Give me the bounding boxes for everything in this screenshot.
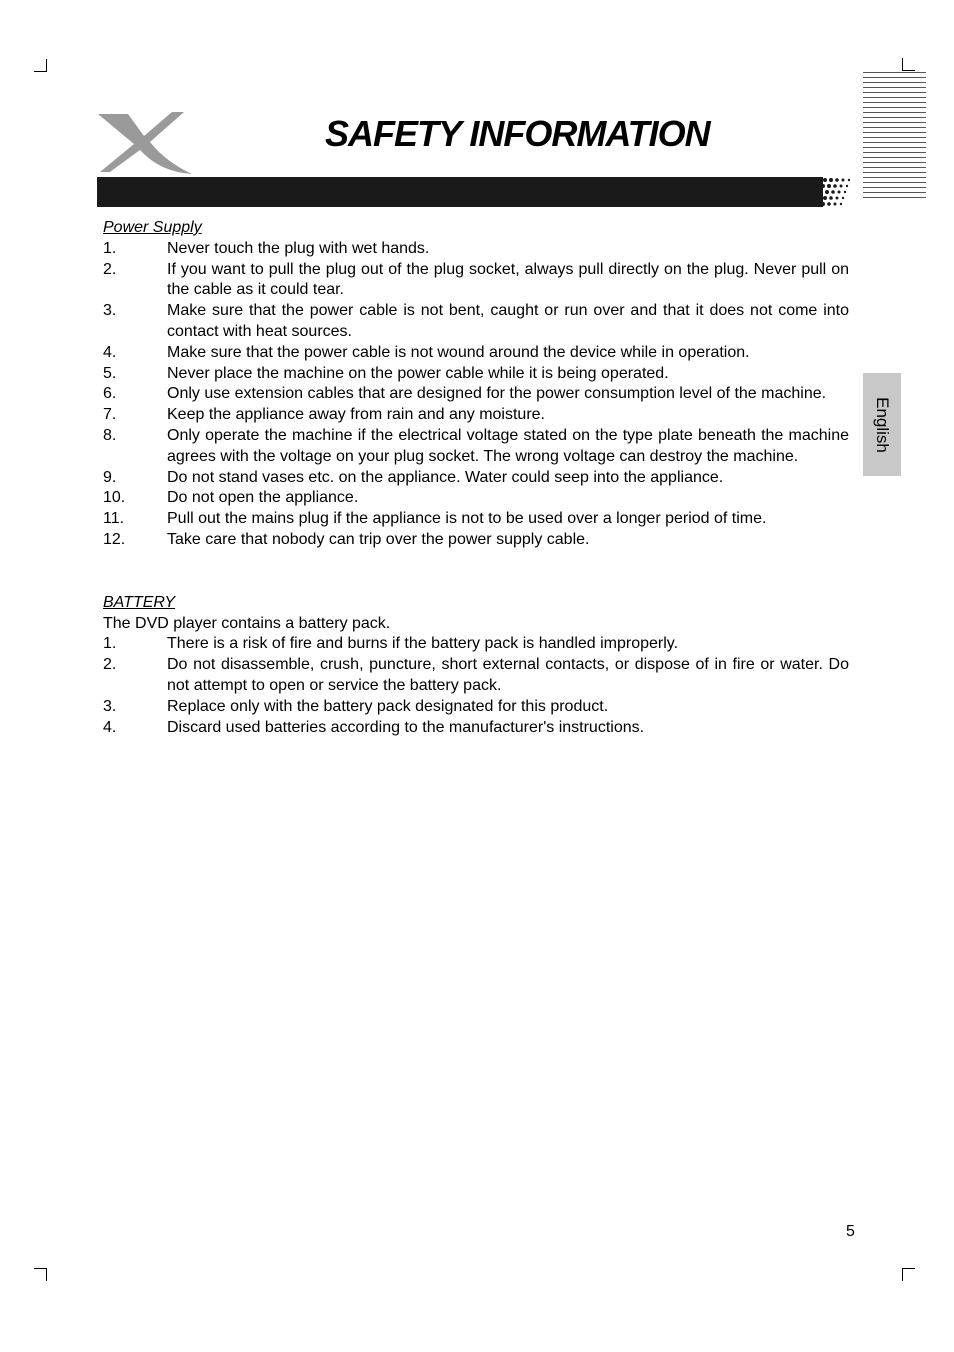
item-number: 11. [103, 510, 125, 528]
item-number: 4. [103, 343, 117, 361]
item-text: There is a risk of fire and burns if the battery pack is handled improperly. [167, 635, 679, 653]
list-item [103, 530, 849, 551]
decorative-stripes [863, 72, 926, 200]
item-number: 3. [103, 697, 117, 715]
crop-mark-top-right [902, 58, 915, 71]
list-item [103, 488, 849, 509]
list-item [103, 384, 849, 405]
title-bar [97, 177, 853, 207]
item-text: Never touch the plug with wet hands. [167, 239, 430, 257]
item-text: Discard used batteries according to the manufacturer's instructions. [167, 718, 645, 736]
list-item [103, 718, 849, 739]
item-number: 2. [103, 656, 117, 674]
item-text: Only operate the machine if the electrical voltage stated on the type plate beneath the machine agrees with the voltage on your plug socket. The wrong voltage can destroy the machine. [167, 426, 849, 465]
list-item [103, 260, 849, 302]
item-text: Keep the appliance away from rain and any moisture. [167, 406, 545, 424]
item-number: 4. [103, 718, 117, 736]
document-body [103, 218, 849, 738]
list-item [103, 364, 849, 385]
language-tab-label: English [873, 396, 892, 453]
item-text: Pull out the mains plug if the appliance is not to be used over a longer period of time. [167, 510, 767, 528]
item-number: 8. [103, 426, 117, 444]
item-number: 7. [103, 406, 117, 424]
item-text: Replace only with the battery pack designated for this product. [167, 697, 609, 715]
crop-mark-top-left [34, 59, 47, 72]
item-number: 9. [103, 468, 117, 486]
item-text: Never place the machine on the power cable while it is being operated. [167, 364, 669, 382]
list-item [103, 509, 849, 530]
item-text: Do not open the appliance. [167, 489, 359, 507]
power-supply-list [103, 239, 849, 551]
item-number: 12. [103, 530, 126, 548]
list-item [103, 697, 849, 718]
item-text: Make sure that the power cable is not wound around the device while in operation. [167, 343, 750, 361]
item-text: Do not stand vases etc. on the appliance. Water could seep into the appliance. [167, 468, 724, 486]
item-number: 2. [103, 260, 117, 278]
list-item [103, 343, 849, 364]
crop-mark-bottom-left [34, 1268, 47, 1281]
item-number: 5. [103, 364, 117, 382]
battery-list [103, 634, 849, 738]
list-item [103, 405, 849, 426]
section-heading-battery: BATTERY [103, 593, 176, 611]
list-item [103, 655, 849, 697]
item-number: 6. [103, 385, 117, 403]
list-item [103, 239, 849, 260]
item-text: Take care that nobody can trip over the power supply cable. [167, 530, 590, 548]
item-number: 1. [103, 635, 117, 653]
item-text: If you want to pull the plug out of the plug socket, always pull directly on the plug. Never pull on the cable as it could tear. [167, 260, 849, 299]
item-text: Only use extension cables that are designed for the power consumption level of the machine. [167, 385, 827, 403]
item-number: 1. [103, 239, 117, 257]
item-text: Do not disassemble, crush, puncture, short external contacts, or dispose of in fire or water. Do not attempt to open or service the battery pack. [167, 656, 849, 694]
list-item [103, 301, 849, 343]
section-spacer [103, 551, 849, 593]
page-number: 5 [846, 1223, 855, 1240]
battery-intro: The DVD player contains a battery pack. [103, 614, 391, 632]
list-item [103, 634, 849, 655]
list-item [103, 426, 849, 468]
item-number: 10. [103, 489, 126, 507]
language-tab [863, 373, 901, 476]
section-heading-power-supply: Power Supply [103, 219, 202, 236]
page-title: SAFETY INFORMATION [325, 113, 710, 154]
crop-mark-bottom-right [902, 1268, 915, 1281]
item-text: Make sure that the power cable is not bent, caught or run over and that it does not come into contact with heat sources. [167, 302, 849, 340]
item-number: 3. [103, 302, 117, 320]
list-item [103, 468, 849, 489]
brand-logo-icon [94, 106, 194, 176]
